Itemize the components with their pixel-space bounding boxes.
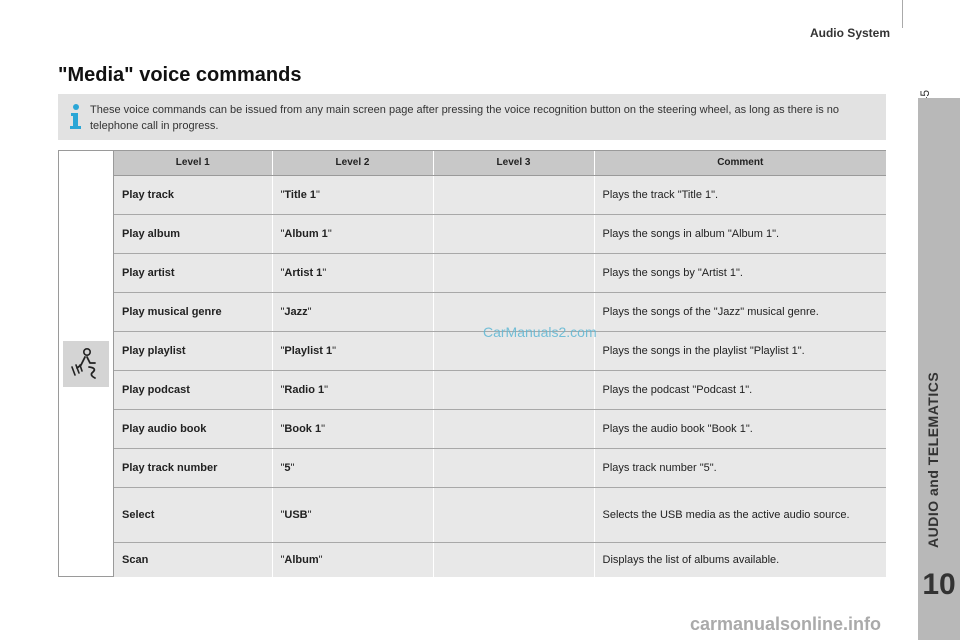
table-row	[114, 448, 886, 487]
voice-commands-table	[58, 150, 886, 577]
info-box	[58, 94, 886, 140]
table-row	[114, 542, 886, 577]
section-title: Audio System	[809, 26, 890, 40]
header-level-1: Level 1	[114, 151, 272, 175]
level-2-cell: "USB"	[272, 487, 433, 542]
header-divider	[902, 0, 903, 28]
level-2-cell: "Album"	[272, 542, 433, 577]
level-2-cell: "Playlist 1"	[272, 331, 433, 370]
level-3-cell	[433, 448, 594, 487]
header-comment: Comment	[594, 151, 886, 175]
chapter-number: 10	[922, 568, 956, 601]
commands-table	[114, 151, 886, 577]
watermark-carmanualsonline: carmanualsonline.info	[690, 614, 882, 634]
level-2-cell: "Book 1"	[272, 409, 433, 448]
table-row	[114, 409, 886, 448]
level-2-value: Album	[284, 553, 319, 566]
level-2-value: Album 1	[284, 227, 328, 240]
header-level-2: Level 2	[272, 151, 433, 175]
level-1-cell: Play album	[114, 214, 272, 253]
level-3-cell	[433, 487, 594, 542]
level-2-cell: "Radio 1"	[272, 370, 433, 409]
level-1-cell: Play audio book	[114, 409, 272, 448]
table-row	[114, 487, 886, 542]
level-2-cell: "Album 1"	[272, 214, 433, 253]
level-3-cell	[433, 175, 594, 214]
level-2-value: Book 1	[284, 422, 322, 435]
level-2-cell: "Artist 1"	[272, 253, 433, 292]
page-title: "Media" voice commands	[58, 64, 302, 86]
level-2-value: 5	[284, 461, 291, 474]
level-1-cell: Play podcast	[114, 370, 272, 409]
level-1-cell: Scan	[114, 542, 272, 577]
comment-cell: Selects the USB media as the active audio source.	[594, 487, 886, 542]
level-1-cell: Play playlist	[114, 331, 272, 370]
comment-cell: Displays the list of albums available.	[594, 542, 886, 577]
level-2-value: Jazz	[284, 305, 308, 318]
comment-cell: Plays track number "5".	[594, 448, 886, 487]
header-level-3: Level 3	[433, 151, 594, 175]
table-row	[114, 253, 886, 292]
comment-cell: Plays the songs by "Artist 1".	[594, 253, 886, 292]
comment-cell: Plays the songs in album "Album 1".	[594, 214, 886, 253]
level-1-cell: Select	[114, 487, 272, 542]
comment-cell: Plays the audio book "Book 1".	[594, 409, 886, 448]
comment-cell: Plays the track "Title 1".	[594, 175, 886, 214]
level-2-value: Playlist 1	[284, 344, 333, 357]
table-row	[114, 175, 886, 214]
icon-column	[59, 151, 114, 576]
level-2-cell: "Title 1"	[272, 175, 433, 214]
level-2-value: Artist 1	[284, 266, 323, 279]
level-3-cell	[433, 542, 594, 577]
comment-cell: Plays the songs of the "Jazz" musical genre.	[594, 292, 886, 331]
level-3-cell	[433, 214, 594, 253]
info-icon	[66, 102, 84, 132]
level-2-cell: "Jazz"	[272, 292, 433, 331]
level-3-cell	[433, 370, 594, 409]
table-header-row	[114, 151, 886, 175]
chapter-label: AUDIO and TELEMATICS	[925, 371, 941, 548]
level-1-cell: Play musical genre	[114, 292, 272, 331]
level-3-cell	[433, 409, 594, 448]
table-row	[114, 370, 886, 409]
table-row	[114, 214, 886, 253]
level-1-cell: Play artist	[114, 253, 272, 292]
level-1-cell: Play track	[114, 175, 272, 214]
comment-cell: Plays the podcast "Podcast 1".	[594, 370, 886, 409]
level-2-value: Title 1	[284, 188, 316, 201]
voice-command-icon	[63, 341, 109, 387]
level-1-cell: Play track number	[114, 448, 272, 487]
comment-cell: Plays the songs in the playlist "Playlist 1".	[594, 331, 886, 370]
watermark-carmanuals2: CarManuals2.com	[483, 324, 597, 340]
level-2-cell: "5"	[272, 448, 433, 487]
level-2-value: USB	[284, 508, 308, 521]
level-3-cell	[433, 253, 594, 292]
level-2-value: Radio 1	[284, 383, 325, 396]
info-text: These voice commands can be issued from any main screen page after pressing the voice recognition button on the steering wheel, as long as there is no telephone call in progress.	[90, 104, 840, 132]
